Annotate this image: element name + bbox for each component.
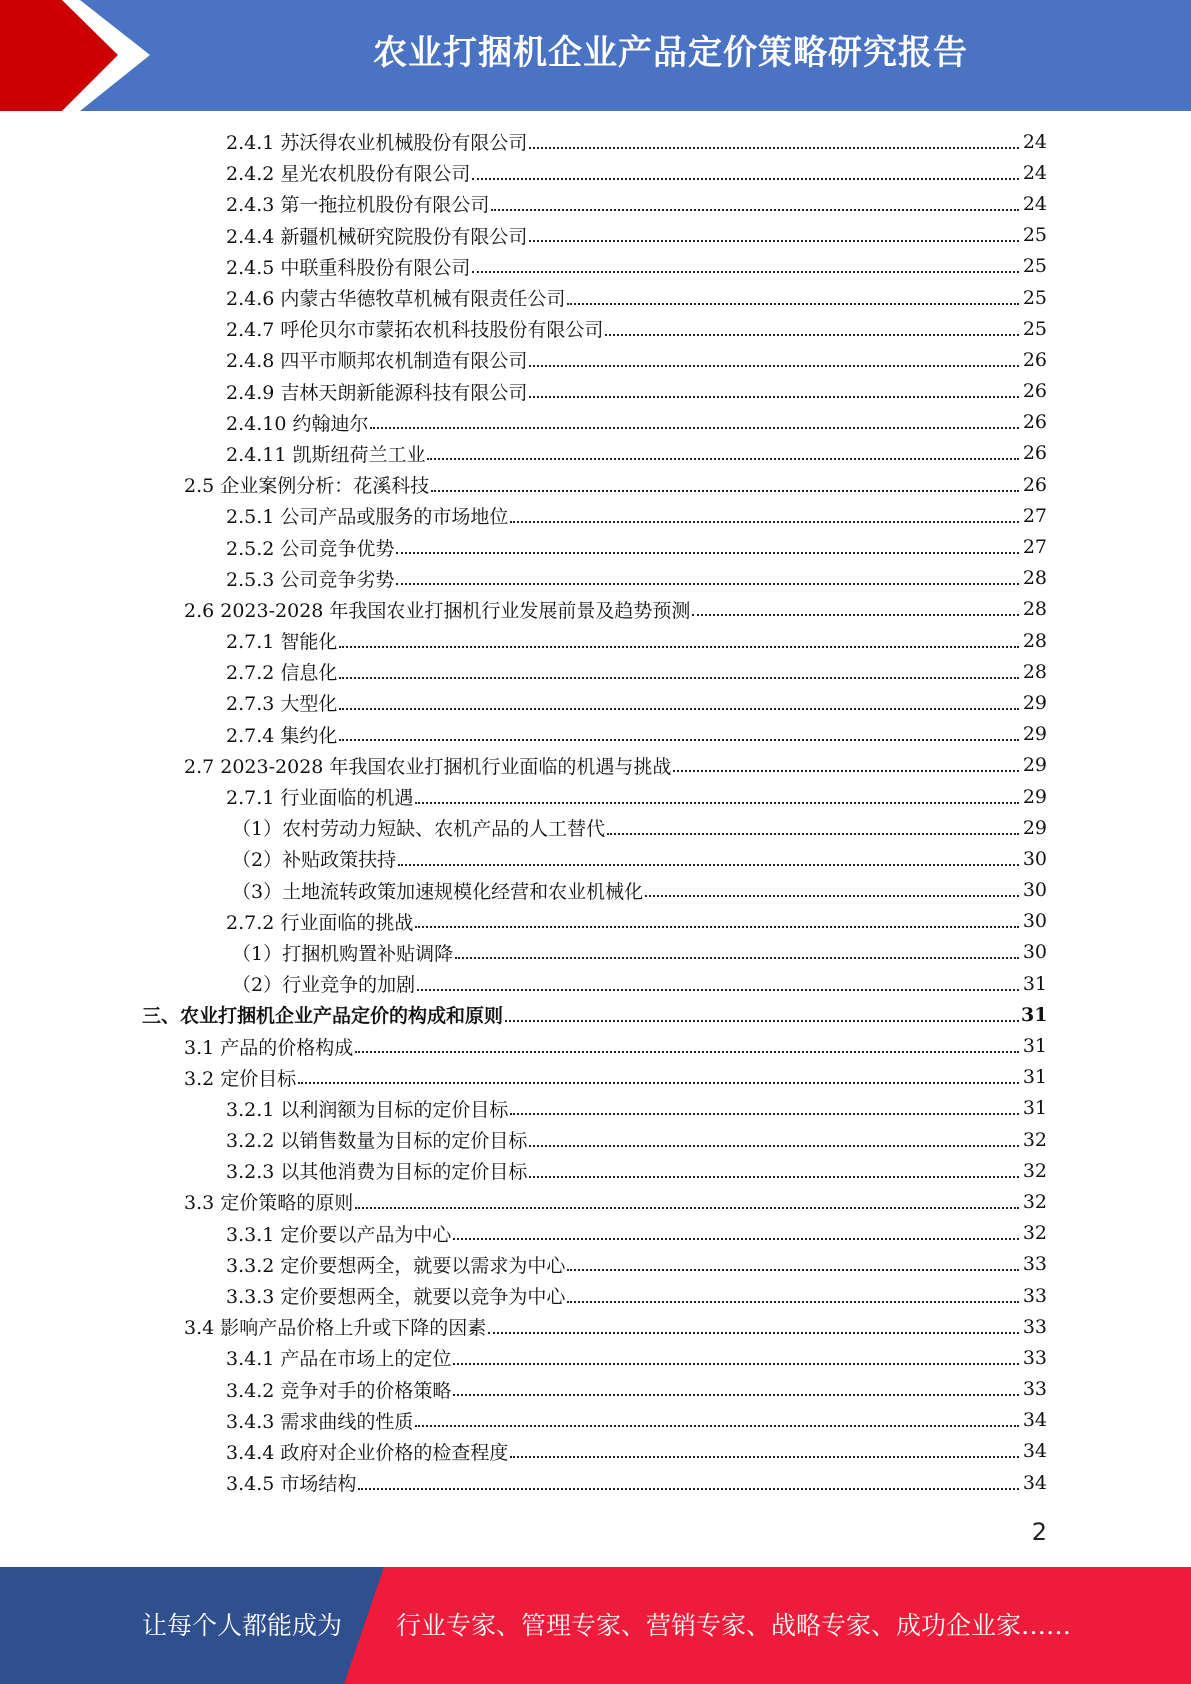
toc-dot-leader: [673, 770, 1019, 772]
toc-entry-label: 2.5.1 公司产品或服务的市场地位: [226, 502, 508, 529]
toc-dot-leader: [370, 427, 1019, 429]
toc-entry-label: 3.2.2 以销售数量为目标的定价目标: [226, 1126, 527, 1153]
toc-dot-leader: [355, 1207, 1019, 1209]
toc-dot-leader: [510, 1456, 1019, 1458]
toc-entry[interactable]: [0, 344, 1191, 375]
toc-entry-page: 26: [1022, 380, 1047, 403]
toc-entry[interactable]: [0, 719, 1191, 750]
toc-entry-page: 33: [1022, 1346, 1047, 1369]
toc-entry[interactable]: [0, 126, 1191, 157]
toc-entry[interactable]: [0, 687, 1191, 718]
toc-dot-leader: [472, 271, 1019, 273]
toc-entry-page: 34: [1022, 1440, 1047, 1463]
toc-dot-leader: [396, 583, 1019, 585]
toc-entry-label: 2.7.3 大型化: [226, 689, 337, 716]
toc-entry-label: 3.4.2 竞争对手的价格策略: [226, 1376, 451, 1403]
toc-entry-label: 2.6 2023-2028 年我国农业打捆机行业发展前景及趋势预测: [184, 596, 690, 623]
toc-dot-leader: [453, 1363, 1019, 1365]
toc-dot-leader: [510, 1113, 1019, 1115]
toc-entry[interactable]: [0, 251, 1191, 282]
toc-entry-page: 26: [1022, 348, 1047, 371]
toc-dot-leader: [417, 989, 1019, 991]
toc-entry-page: 32: [1022, 1128, 1047, 1151]
toc-entry-page: 24: [1022, 192, 1047, 215]
toc-entry-page: 25: [1022, 317, 1047, 340]
toc-entry-label: 2.7.2 行业面临的挑战: [226, 908, 413, 935]
toc-entry[interactable]: [0, 1280, 1191, 1311]
toc-entry-page: 33: [1022, 1284, 1047, 1307]
toc-dot-leader: [431, 490, 1019, 492]
page-header: [0, 0, 1191, 111]
toc-entry-page: 32: [1022, 1190, 1047, 1213]
toc-entry[interactable]: [0, 1186, 1191, 1217]
toc-entry-page: 29: [1022, 723, 1047, 746]
toc-entry-label: 三、农业打捆机企业产品定价的构成和原则: [142, 1001, 503, 1028]
toc-entry[interactable]: [0, 875, 1191, 906]
toc-entry[interactable]: [0, 750, 1191, 781]
toc-entry[interactable]: [0, 656, 1191, 687]
toc-entry[interactable]: [0, 376, 1191, 407]
toc-entry[interactable]: [0, 157, 1191, 188]
toc-dot-leader: [339, 739, 1019, 741]
toc-dot-leader: [396, 552, 1019, 554]
toc-entry-page: 30: [1022, 910, 1047, 933]
toc-entry-page: 25: [1022, 224, 1047, 247]
toc-entry-label: 3.4.1 产品在市场上的定位: [226, 1344, 451, 1371]
toc-entry[interactable]: [0, 500, 1191, 531]
footer-slogan-left: 让每个人都能成为: [142, 1611, 343, 1640]
toc-entry[interactable]: [0, 1093, 1191, 1124]
toc-entry[interactable]: [0, 594, 1191, 625]
toc-entry-page: 29: [1022, 785, 1047, 808]
toc-entry[interactable]: [0, 469, 1191, 500]
toc-entry-label: 3.2.3 以其他消费为目标的定价目标: [226, 1157, 527, 1184]
toc-dot-leader: [529, 1145, 1019, 1147]
toc-entry-page: 31: [1021, 1003, 1048, 1026]
toc-entry-label: 2.4.6 内蒙古华德牧草机械有限责任公司: [226, 284, 565, 311]
toc-entry-label: （3）土地流转政策加速规模化经营和农业机械化: [232, 877, 643, 904]
toc-entry-page: 34: [1022, 1409, 1047, 1432]
toc-entry-label: 2.7.2 信息化: [226, 658, 337, 685]
toc-dot-leader: [692, 614, 1019, 616]
toc-entry-page: 33: [1022, 1315, 1047, 1338]
toc-entry-label: 2.4.5 中联重科股份有限公司: [226, 253, 470, 280]
toc-entry[interactable]: [0, 313, 1191, 344]
toc-entry-label: （1）打捆机购置补贴调降: [232, 939, 453, 966]
toc-entry-page: 28: [1022, 567, 1047, 590]
toc-entry[interactable]: [0, 188, 1191, 219]
toc-dot-leader: [339, 646, 1019, 648]
toc-entry-page: 34: [1022, 1471, 1047, 1494]
toc-entry[interactable]: [0, 968, 1191, 999]
toc-entry[interactable]: [0, 1124, 1191, 1155]
toc-dot-leader: [415, 1425, 1019, 1427]
toc-dot-leader: [427, 458, 1019, 460]
toc-entry[interactable]: [0, 282, 1191, 313]
toc-dot-leader: [339, 677, 1019, 679]
toc-dot-leader: [415, 802, 1019, 804]
toc-dot-leader: [491, 209, 1019, 211]
toc-entry[interactable]: [0, 1030, 1191, 1061]
toc-entry[interactable]: [0, 781, 1191, 812]
toc-entry-page: 30: [1022, 879, 1047, 902]
toc-entry[interactable]: [0, 1311, 1191, 1342]
table-of-contents: [0, 126, 1191, 1498]
toc-entry-label: 3.4 影响产品价格上升或下降的因素: [184, 1313, 486, 1340]
toc-entry-label: 2.4.11 凯斯纽荷兰工业: [226, 440, 425, 467]
toc-entry-page: 25: [1022, 255, 1047, 278]
toc-entry-page: 29: [1022, 754, 1047, 777]
toc-entry[interactable]: [0, 1249, 1191, 1280]
toc-dot-leader: [339, 708, 1019, 710]
toc-entry-page: 29: [1022, 816, 1047, 839]
toc-entry[interactable]: [0, 1062, 1191, 1093]
toc-entry-page: 31: [1022, 1066, 1047, 1089]
toc-entry[interactable]: [0, 531, 1191, 562]
toc-dot-leader: [505, 1020, 1019, 1022]
toc-entry-label: 2.4.9 吉林天朗新能源科技有限公司: [226, 378, 527, 405]
header-arrow-decoration: [0, 0, 160, 111]
toc-dot-leader: [472, 178, 1019, 180]
toc-dot-leader: [453, 1394, 1019, 1396]
report-title: 农业打捆机企业产品定价策略研究报告: [373, 33, 968, 73]
toc-dot-leader: [605, 334, 1019, 336]
toc-entry-label: 2.5.2 公司竞争优势: [226, 534, 394, 561]
toc-entry-label: 2.7.4 集约化: [226, 721, 337, 748]
toc-entry-page: 29: [1022, 691, 1047, 714]
toc-entry[interactable]: [0, 625, 1191, 656]
toc-dot-leader: [567, 1301, 1019, 1303]
toc-dot-leader: [398, 864, 1019, 866]
toc-entry[interactable]: [0, 1374, 1191, 1405]
toc-entry-label: 2.4.8 四平市顺邦农机制造有限公司: [226, 346, 527, 373]
toc-dot-leader: [529, 240, 1019, 242]
toc-entry-label: 3.1 产品的价格构成: [184, 1033, 353, 1060]
toc-entry-label: 3.2 定价目标: [184, 1064, 296, 1091]
toc-entry-page: 32: [1022, 1159, 1047, 1182]
toc-entry-page: 33: [1022, 1378, 1047, 1401]
toc-entry-page: 27: [1022, 504, 1047, 527]
toc-entry[interactable]: [0, 1218, 1191, 1249]
toc-entry-label: （1）农村劳动力短缺、农机产品的人工替代: [232, 814, 605, 841]
toc-entry-page: 31: [1022, 972, 1047, 995]
toc-entry-page: 26: [1022, 442, 1047, 465]
toc-entry[interactable]: [0, 563, 1191, 594]
toc-entry-label: 2.7.1 智能化: [226, 627, 337, 654]
toc-entry-page: 32: [1022, 1222, 1047, 1245]
toc-entry-label: 2.4.4 新疆机械研究院股份有限公司: [226, 222, 527, 249]
page-footer: [0, 1567, 1191, 1684]
toc-entry-label: 2.7.1 行业面临的机遇: [226, 783, 413, 810]
toc-entry-page: 31: [1022, 1035, 1047, 1058]
toc-entry[interactable]: [0, 1467, 1191, 1498]
toc-dot-leader: [529, 1176, 1019, 1178]
toc-entry[interactable]: [0, 438, 1191, 469]
toc-dot-leader: [455, 957, 1019, 959]
toc-entry[interactable]: [0, 1155, 1191, 1186]
toc-entry[interactable]: [0, 1342, 1191, 1373]
toc-entry-label: 3.3 定价策略的原则: [184, 1188, 353, 1215]
toc-entry-page: 24: [1022, 161, 1047, 184]
toc-entry[interactable]: [0, 1436, 1191, 1467]
toc-entry-label: 3.2.1 以利润额为目标的定价目标: [226, 1095, 508, 1122]
toc-entry-label: 2.5 企业案例分析：花溪科技: [184, 471, 429, 498]
toc-entry-label: 3.3.3 定价要想两全，就要以竞争为中心: [226, 1282, 565, 1309]
footer-slogan-right: 行业专家、管理专家、营销专家、战略专家、成功企业家……: [396, 1611, 1072, 1640]
toc-entry-page: 30: [1022, 941, 1047, 964]
toc-entry-label: 2.4.7 呼伦贝尔市蒙拓农机科技股份有限公司: [226, 315, 603, 342]
toc-entry[interactable]: [0, 812, 1191, 843]
toc-entry-page: 24: [1022, 130, 1047, 153]
toc-dot-leader: [645, 895, 1019, 897]
toc-entry-page: 28: [1022, 629, 1047, 652]
toc-dot-leader: [453, 1238, 1019, 1240]
toc-entry[interactable]: [0, 937, 1191, 968]
page-number: 2: [1031, 1518, 1047, 1546]
toc-entry[interactable]: [0, 407, 1191, 438]
toc-entry-label: 2.4.10 约翰迪尔: [226, 409, 368, 436]
toc-entry-label: 2.5.3 公司竞争劣势: [226, 565, 394, 592]
toc-entry-label: 3.3.1 定价要以产品为中心: [226, 1220, 451, 1247]
toc-dot-leader: [529, 396, 1019, 398]
toc-entry-page: 30: [1022, 847, 1047, 870]
toc-dot-leader: [298, 1082, 1019, 1084]
toc-dot-leader: [355, 1051, 1019, 1053]
toc-entry[interactable]: [0, 906, 1191, 937]
toc-dot-leader: [529, 147, 1019, 149]
toc-dot-leader: [567, 303, 1019, 305]
toc-dot-leader: [529, 365, 1019, 367]
toc-entry[interactable]: [0, 999, 1191, 1030]
toc-dot-leader: [415, 926, 1019, 928]
toc-dot-leader: [488, 1332, 1019, 1334]
toc-entry[interactable]: [0, 1405, 1191, 1436]
toc-dot-leader: [567, 1269, 1019, 1271]
toc-entry-label: 3.4.3 需求曲线的性质: [226, 1407, 413, 1434]
toc-entry-page: 33: [1022, 1253, 1047, 1276]
toc-entry-label: 3.4.4 政府对企业价格的检查程度: [226, 1438, 508, 1465]
toc-entry-page: 28: [1022, 598, 1047, 621]
toc-entry-label: 2.4.2 星光农机股份有限公司: [226, 159, 470, 186]
toc-entry-label: 2.4.1 苏沃得农业机械股份有限公司: [226, 128, 527, 155]
toc-entry-label: 3.4.5 市场结构: [226, 1469, 356, 1496]
toc-entry-label: 3.3.2 定价要想两全，就要以需求为中心: [226, 1251, 565, 1278]
toc-entry-page: 31: [1022, 1097, 1047, 1120]
toc-entry-page: 26: [1022, 411, 1047, 434]
toc-entry-label: （2）行业竞争的加剧: [232, 970, 415, 997]
toc-entry-page: 26: [1022, 473, 1047, 496]
toc-entry-page: 25: [1022, 286, 1047, 309]
toc-dot-leader: [607, 833, 1019, 835]
toc-dot-leader: [510, 521, 1019, 523]
toc-entry-label: 2.4.3 第一拖拉机股份有限公司: [226, 190, 489, 217]
toc-entry-page: 28: [1022, 660, 1047, 683]
toc-dot-leader: [358, 1488, 1019, 1490]
toc-entry-label: （2）补贴政策扶持: [232, 845, 396, 872]
toc-entry[interactable]: [0, 220, 1191, 251]
toc-entry-page: 27: [1022, 536, 1047, 559]
toc-entry-label: 2.7 2023-2028 年我国农业打捆机行业面临的机遇与挑战: [184, 752, 671, 779]
toc-entry[interactable]: [0, 843, 1191, 874]
